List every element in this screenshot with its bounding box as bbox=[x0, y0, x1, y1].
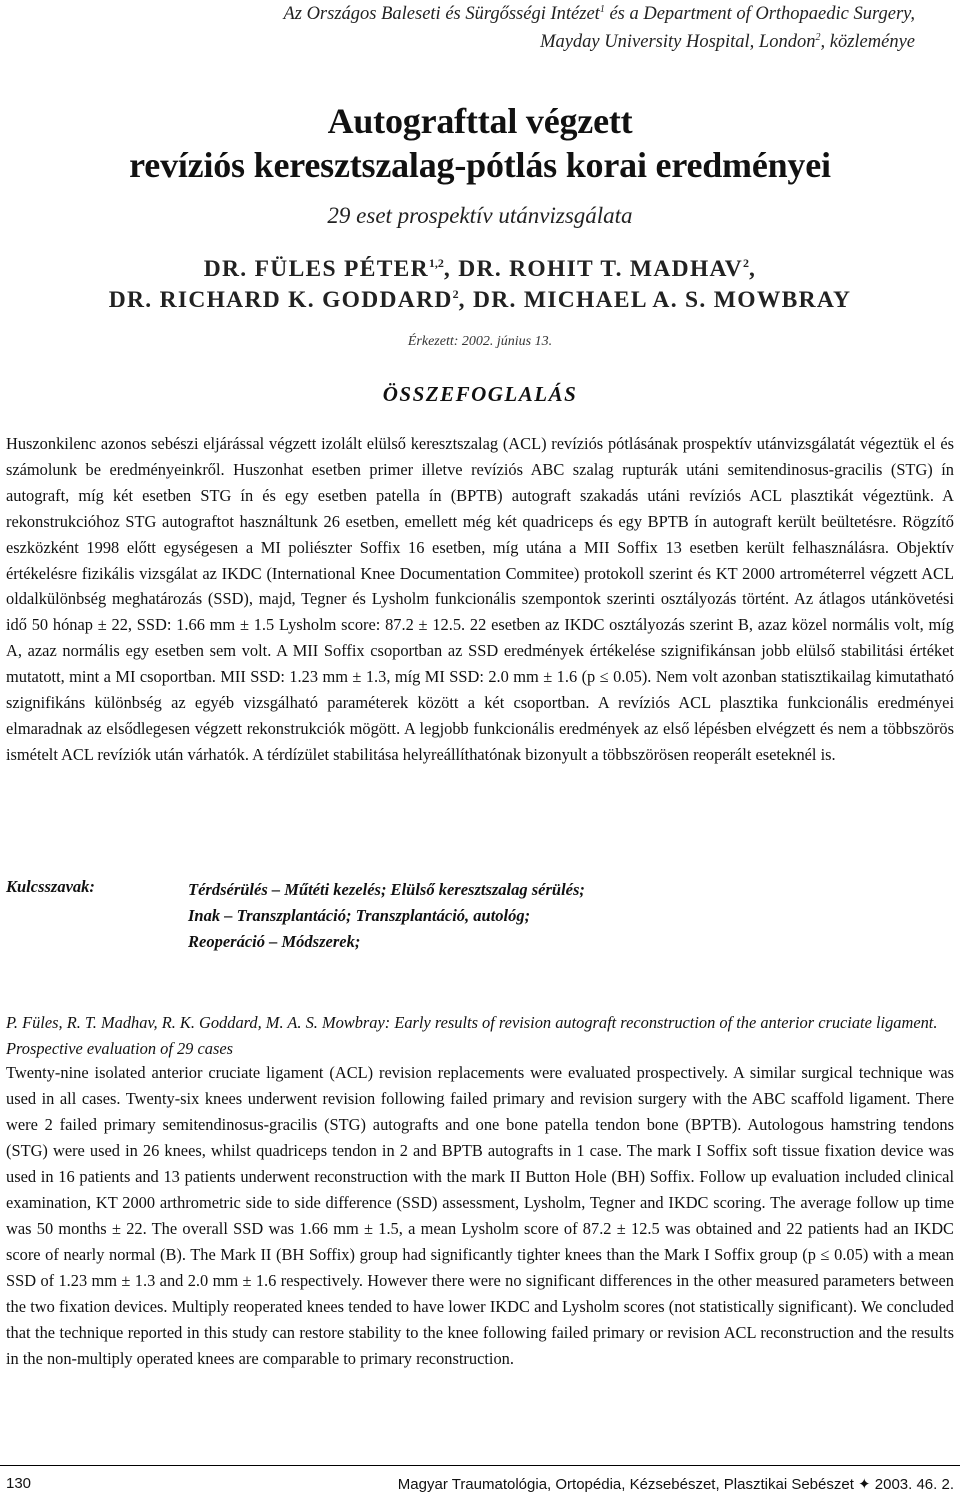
institution-line-1: Az Országos Baleseti és Sürgősségi Intézet$^1$ és a Department of Orthopaedic Surgery, bbox=[283, 4, 915, 25]
keywords-label: Kulcsszavak: bbox=[6, 877, 95, 896]
page-number: 130 bbox=[6, 1475, 32, 1492]
authors-line-1: DR. FÜLES PÉTER$^{1,2}$, DR. ROHIT T. MADHAV$^2$, bbox=[203, 256, 757, 282]
article-subtitle: 29 eset prospektív utánvizsgálata bbox=[327, 203, 633, 228]
received-date: Érkezett: 2002. június 13. bbox=[407, 334, 553, 349]
article-title-line-1: Autografttal végzett bbox=[327, 101, 633, 141]
english-abstract: Twenty-nine isolated anterior cruciate ligament (ACL) revision replacements were evaluated prospectively. A similar surgical technique was used in all cases. Twenty-six knees underwent revision following failed primary and revision surgery with the ABC scaffold ligament. There were 2 failed primary semitendinosus-gracilis (STG) autografts and one bone patella tendon bone (BPTB). Autologous hamstring tendons (STG) were used in 26 knees, whilst quadriceps tendon in 2 and BPTB autografts in 1 case. The mark I Soffix soft tissue fixation device was used in 16 patients and 13 patients underwent reconstruction with the mark II Button Hole (BH) Soffix. Follow up evaluation included clinical examination, KT 2000 arthrometric side to side difference (SSD) assessment, Lysholm, Tegner and IKDC scoring. The average follow up time was 50 months ± 22. The overall SSD was 1.66 mm ± 1.5, a mean Lysholm score of 87.2 ± 12.5 was obtained and 22 patients had an IKDC score of nearly normal (B). The Mark II (BH Soffix) group had significantly tighter knees than the Mark I Soffix group (p ≤ 0.05) with a mean SSD of 1.23 mm ± 1.3 and 2.0 mm ± 1.6 respectively. However there were no significant differences in the other measured parameters between the two fixation devices. Multiply reoperated knees tended to have lower IKDC and Lysholm scores (not statistically significant). We concluded that the technique reported in this study can restore stability to the knee following failed primary or revision ACL reconstruction and the results in the non-multiply operated knees are comparable to primary reconstruction. bbox=[6, 1063, 954, 1368]
footer-divider bbox=[0, 1465, 960, 1466]
english-title: P. Füles, R. T. Madhav, R. K. Goddard, M. A. S. Mowbray: Early results of revision autograft reconstruction of the anterior cruciate ligament. Prospective evaluation of 29 cases bbox=[6, 1013, 938, 1058]
journal-citation: Magyar Traumatológia, Ortopédia, Kézsebészet, Plasztikai Sebészet ✦ 2003. 46. 2. bbox=[397, 1476, 954, 1493]
authors-line-2: DR. RICHARD K. GODDARD$^2$, DR. MICHAEL A. S. MOWBRAY bbox=[108, 287, 852, 313]
institution-line-2: Mayday University Hospital, London$^2$, közleménye bbox=[540, 32, 915, 53]
hungarian-abstract: Huszonkilenc azonos sebészi eljárással végzett izolált elülső keresztszalag (ACL) revíziós pótlásának prospektív utánvizsgálatát végeztük el és számolunk be eredményeinkről. Huszonhat esetben primer illetve revíziós ABC szalag rupturák utáni semitendinosus-gracilis (STG) ín autograft, míg két esetben STG ín és egy esetben patella ín (BPTB) autograft szakadás utáni revíziós ACL plasztikát végeztünk. A rekonstrukcióhoz STG autograftot használtunk 26 esetben, emellett még két quadriceps és egy BPTB ín autograft került beültetésre. Rögzítő eszközként 1998 előtt egységesen a MI poliészter Soffix 16 esetben, míg utána a MII Soffix 13 esetben került felhasználásra. Objektív értékelésre fizikális vizsgálat az IKDC (International Knee Documentation Commitee) protokoll szerint és KT 2000 artrométerrel végzett ACL oldalkülönbség meghatározás (SSD), majd, Tegner és Lysholm funkcionális szempontok szerinti osztályozás történt. Az átlagos utánkövetési idő 50 hónap ± 22, SSD: 1.66 mm ± 1.5 Lysholm score: 87.2 ± 12.5. 22 esetben az IKDC osztályozás szerint B, azaz közel normális volt, míg A, azaz normális egy esetben sem volt. A MII Soffix csoportban az SSD eredmények értékelése szignifikánsan jobb elülső stabilitási értéket mutatott, mint a MI csoportban. MII SSD: 1.23 mm ± 1.3, míg MI SSD: 2.0 mm ± 1.6 (p ≤ 0.05). Nem volt azonban statisztikailag kimutatható szignifikáns különbség az egyéb vizsgálható paraméterek között a két csoportban. A revíziós ACL plasztika funkcionális eredményei elmaradnak az elsődlegesen végzett rekonstrukciók mögött. A legjobb funkcionális eredmények az első lépésben elvégzett és nem a többszörös ismételt ACL revíziók után várhatók. A térdízület stabilitása helyreállíthatónak bizonyult a többszörösen reoperált eseteknél is. bbox=[6, 434, 954, 764]
keywords-line-2: Inak – Transzplantáció; Transzplantáció, autológ; bbox=[188, 906, 531, 925]
keywords-line-1: Térdsérülés – Műtéti kezelés; Elülső keresztszalag sérülés; bbox=[188, 880, 585, 899]
keywords-line-3: Reoperáció – Módszerek; bbox=[188, 932, 361, 951]
summary-heading: ÖSSZEFOGLALÁS bbox=[382, 382, 578, 406]
article-title-line-2: revíziós keresztszalag-pótlás korai eredményei bbox=[129, 145, 831, 185]
keywords-list bbox=[188, 877, 585, 955]
